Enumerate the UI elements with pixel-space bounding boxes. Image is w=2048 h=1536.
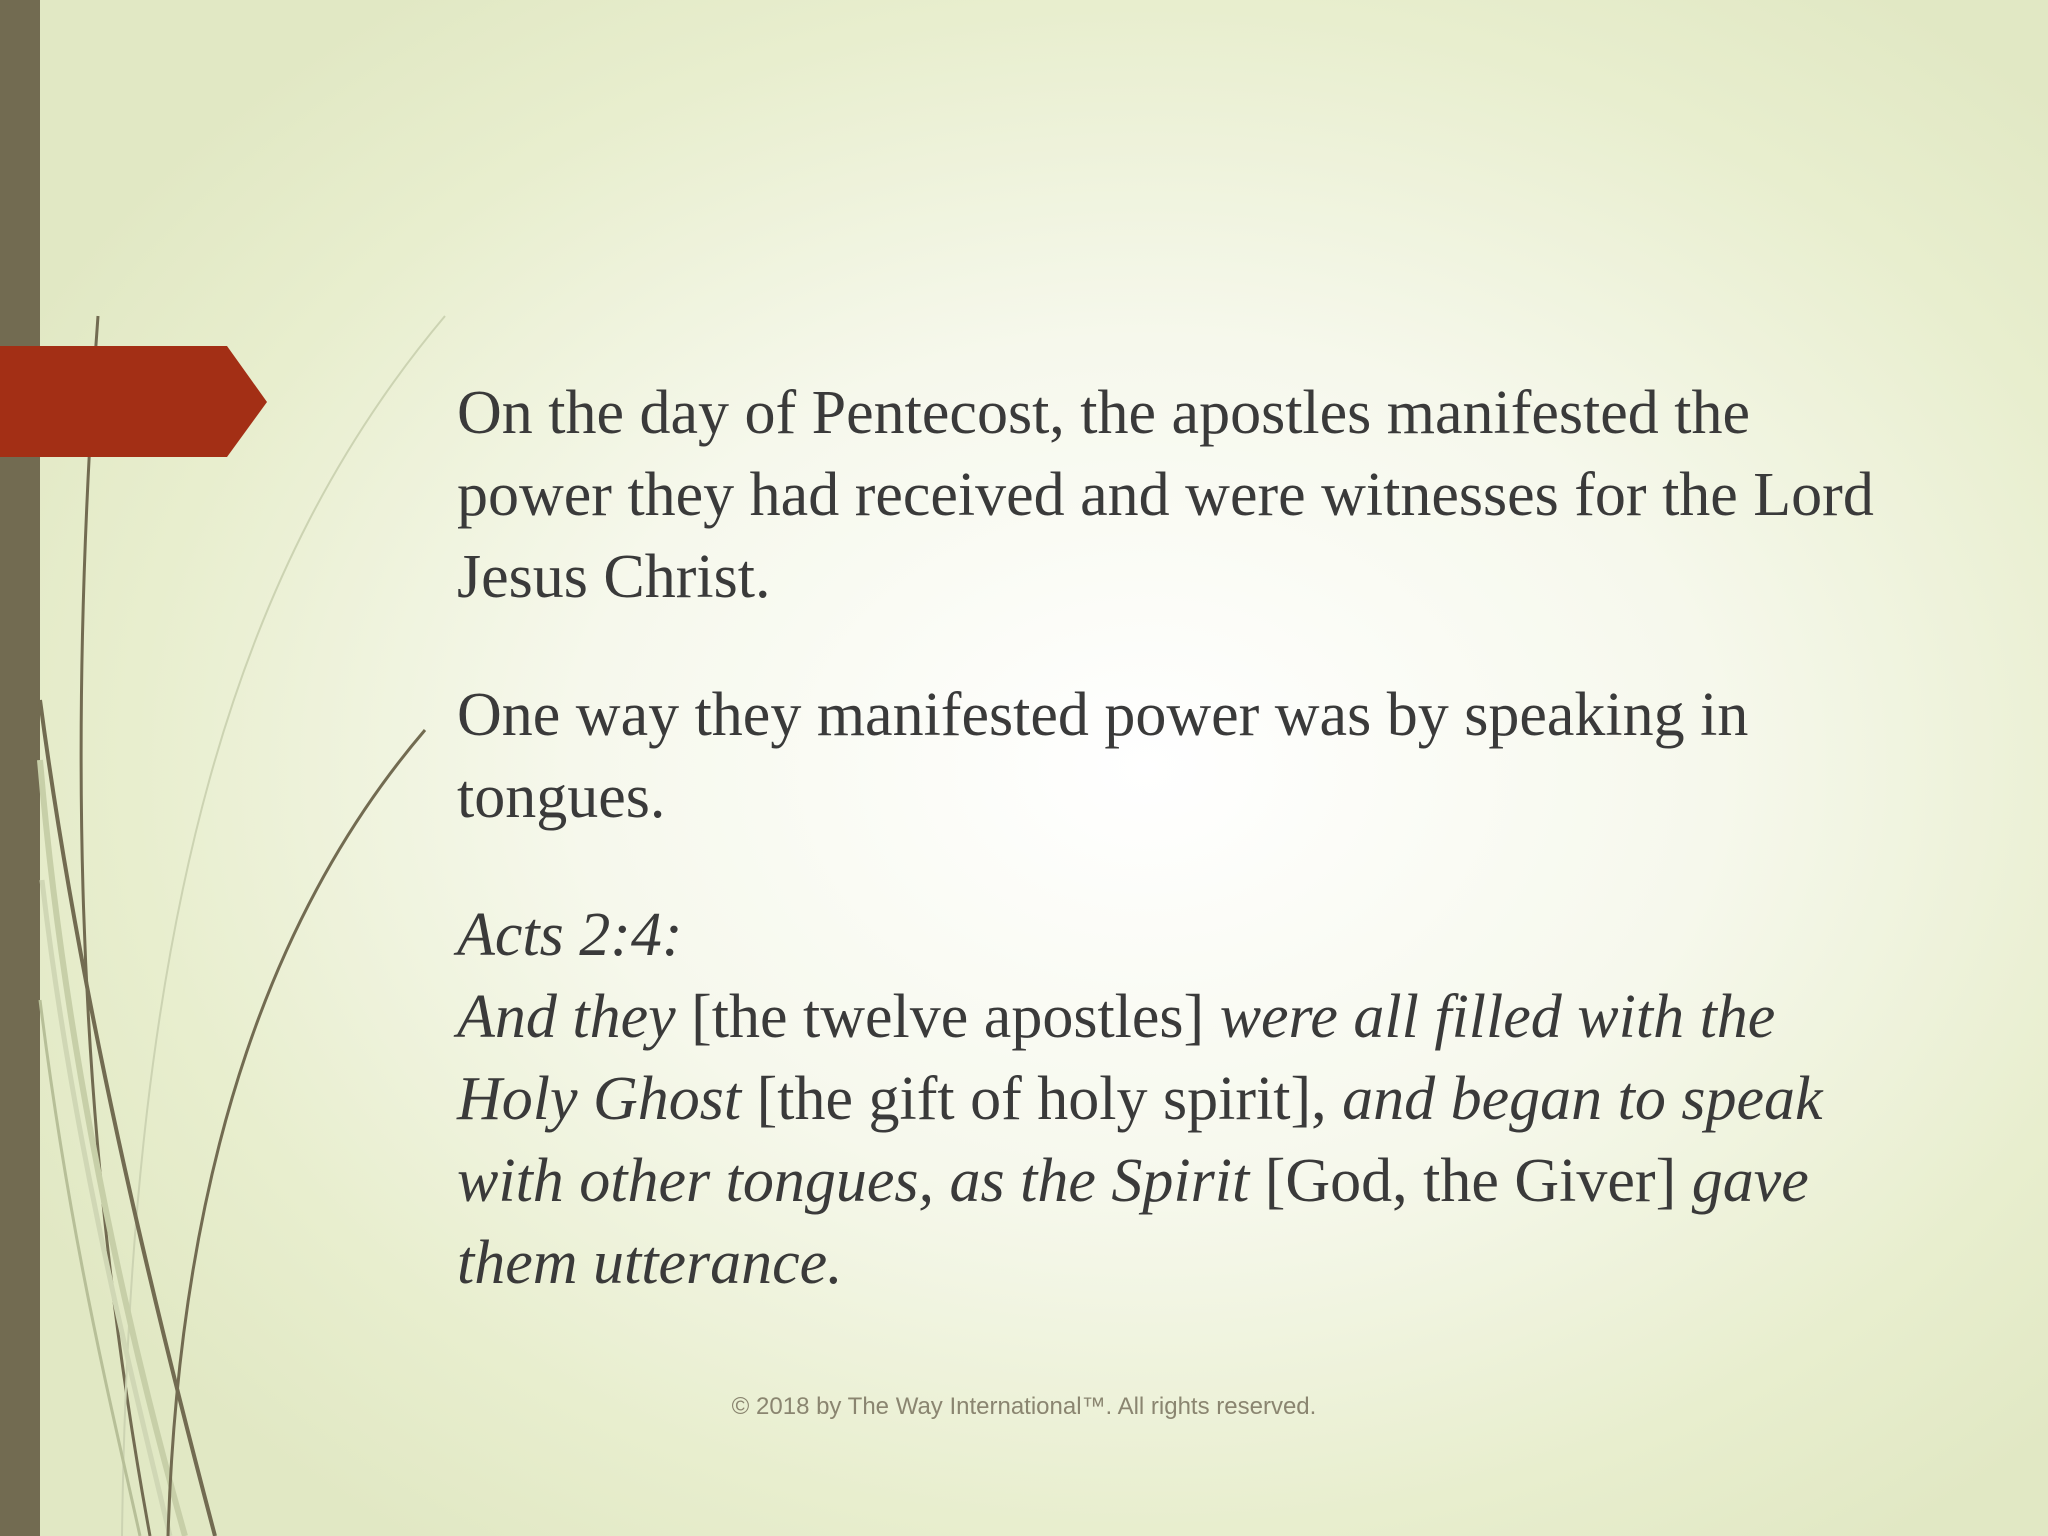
verse-text-1: And they [457, 983, 676, 1051]
verse-text-2: were all filled with the Holy Ghost [457, 983, 1776, 1133]
paragraph-tongues: One way they manifested power was by speaking in tongues. [457, 681, 1749, 831]
verse-block [457, 894, 1897, 1304]
verse-text-3: and began to speak with other tongues, as the Spirit [457, 1065, 1823, 1215]
verse-bracket-1: [the twelve apostles] [675, 983, 1220, 1051]
verse-bracket-3: [God, the Giver] [1249, 1147, 1692, 1215]
red-arrow-marker [0, 346, 267, 457]
slide-body [457, 372, 1897, 1304]
verse-text-4: gave them utterance. [457, 1147, 1809, 1297]
copyright-footer: © 2018 by The Way International™. All rights reserved. [731, 1393, 1317, 1420]
paragraph-pentecost: On the day of Pentecost, the apostles manifested the power they had received and were witnesses for the Lord Jesus Christ. [457, 379, 1874, 611]
verse-bracket-2: [the gift of holy spirit], [741, 1065, 1343, 1133]
verse-reference: Acts 2:4: [457, 901, 683, 969]
